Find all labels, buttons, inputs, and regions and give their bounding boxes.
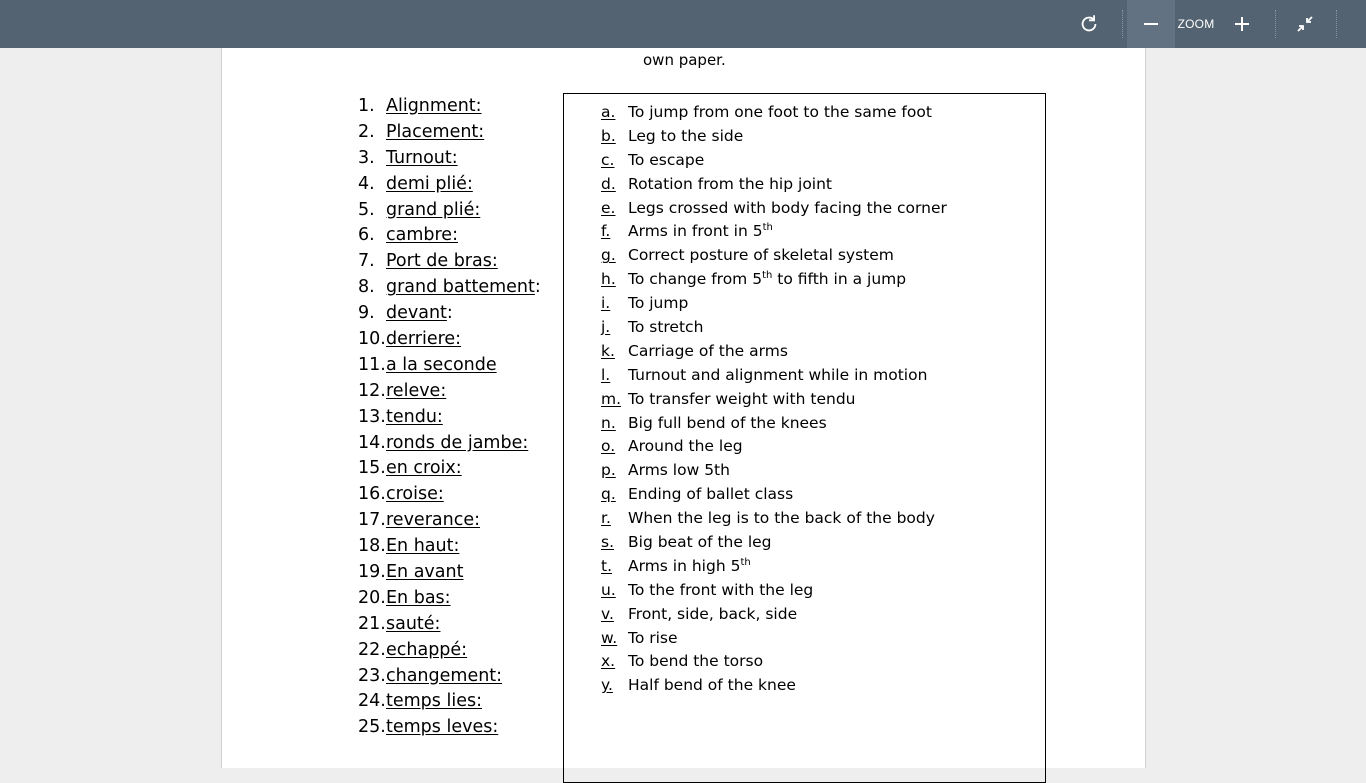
definition-text: Big full bend of the knees <box>628 413 827 432</box>
definition-letter: h. <box>601 270 616 289</box>
definition-text: Front, side, back, side <box>628 604 798 623</box>
definition-letter: i. <box>601 294 611 313</box>
term-item <box>358 611 541 637</box>
term-item <box>358 300 541 326</box>
term-number: 11. <box>358 354 386 375</box>
definition-letter: y. <box>601 676 613 695</box>
term-item <box>358 326 541 352</box>
minus-icon <box>1143 16 1159 32</box>
definition-item <box>601 315 947 339</box>
definition-text: To bend the torso <box>628 652 764 671</box>
term-text: cambre: <box>386 225 458 246</box>
definition-text: Legs crossed with body facing the corner <box>628 198 947 217</box>
definition-letter: o. <box>601 437 616 456</box>
definition-item <box>601 673 947 697</box>
definition-item <box>601 530 947 554</box>
term-item <box>358 119 541 145</box>
term-item <box>358 533 541 559</box>
term-tail: : <box>446 303 453 324</box>
definition-item <box>601 458 947 482</box>
definitions-list <box>601 100 947 697</box>
definition-text: Half bend of the knee <box>628 676 796 695</box>
definitions-box <box>563 93 1046 783</box>
definition-letter: d. <box>601 174 616 193</box>
definition-letter: a. <box>601 102 616 121</box>
definition-item <box>601 100 947 124</box>
rotate-icon <box>1078 13 1100 35</box>
definition-item <box>601 387 947 411</box>
term-number: 3. <box>358 147 375 168</box>
term-text: En bas: <box>386 587 451 608</box>
term-text: reverance: <box>386 510 480 531</box>
term-text: Turnout: <box>386 147 458 168</box>
definition-letter: q. <box>601 485 616 504</box>
definition-letter: e. <box>601 198 616 217</box>
term-text: grand plié: <box>386 199 481 220</box>
definition-letter: j. <box>601 317 611 336</box>
term-item <box>358 352 541 378</box>
term-text: ronds de jambe: <box>386 432 529 453</box>
definition-item <box>601 267 947 291</box>
definition-letter: m. <box>601 389 622 408</box>
definition-item <box>601 124 947 148</box>
term-item <box>358 688 541 714</box>
definition-text: Arms in front in 5th <box>628 222 773 241</box>
term-number: 14. <box>358 432 386 453</box>
definition-letter: w. <box>601 628 618 647</box>
term-item <box>358 93 541 119</box>
term-item <box>358 171 541 197</box>
definition-letter: c. <box>601 150 615 169</box>
definition-text: Leg to the side <box>628 126 744 145</box>
term-number: 2. <box>358 121 375 142</box>
definition-text: Ending of ballet class <box>628 485 794 504</box>
instruction-text: own paper. <box>643 51 726 69</box>
definition-item <box>601 482 947 506</box>
term-item <box>358 663 541 689</box>
definition-item <box>601 434 947 458</box>
collapse-icon <box>1296 15 1314 33</box>
definition-superscript: th <box>762 222 773 234</box>
term-number: 21. <box>358 613 386 634</box>
terms-list <box>358 93 541 740</box>
definition-item <box>601 602 947 626</box>
zoom-in-button[interactable] <box>1218 0 1266 48</box>
definition-letter: u. <box>601 580 616 599</box>
toolbar-separator <box>1275 10 1276 38</box>
term-item <box>358 430 541 456</box>
definition-letter: r. <box>601 509 611 528</box>
definition-text: Big beat of the leg <box>628 532 772 551</box>
term-item <box>358 404 541 430</box>
term-text: Port de bras: <box>386 251 498 272</box>
term-number: 6. <box>358 225 375 246</box>
zoom-out-button[interactable] <box>1127 0 1175 48</box>
definition-letter: n. <box>601 413 616 432</box>
definition-item <box>601 363 947 387</box>
toolbar-separator <box>1122 10 1123 38</box>
term-tail: : <box>534 277 541 298</box>
term-item <box>358 507 541 533</box>
term-text: devant <box>386 303 447 324</box>
term-text: en croix: <box>386 458 462 479</box>
term-text: sauté: <box>386 613 441 634</box>
rotate-button[interactable] <box>1065 0 1113 48</box>
zoom-label: ZOOM <box>1177 17 1215 31</box>
term-text: demi plié: <box>386 173 473 194</box>
viewer-toolbar <box>0 0 1366 48</box>
term-text: tendu: <box>386 406 443 427</box>
definition-text: To rise <box>628 628 678 647</box>
definition-text: Turnout and alignment while in motion <box>628 365 928 384</box>
definition-letter: p. <box>601 461 616 480</box>
term-number: 9. <box>358 303 375 324</box>
definition-item <box>601 554 947 578</box>
term-number: 25. <box>358 717 386 738</box>
term-item <box>358 222 541 248</box>
term-number: 23. <box>358 665 386 686</box>
definition-superscript: th <box>740 556 751 568</box>
term-number: 22. <box>358 639 386 660</box>
definition-letter: l. <box>601 365 611 384</box>
definition-item <box>601 339 947 363</box>
definition-text: To the front with the leg <box>628 580 814 599</box>
term-text: En haut: <box>386 536 460 557</box>
definition-text: Arms low 5th <box>628 461 730 480</box>
definition-text: To escape <box>628 150 705 169</box>
term-text: grand battement <box>386 277 535 298</box>
term-text: En avant <box>386 561 464 582</box>
definition-text: To jump from one foot to the same foot <box>628 102 932 121</box>
term-text: a la seconde <box>386 354 497 375</box>
definition-item <box>601 243 947 267</box>
definition-text: When the leg is to the back of the body <box>628 509 935 528</box>
definition-text: Correct posture of skeletal system <box>628 246 894 265</box>
term-text: Alignment: <box>386 95 482 116</box>
definition-item <box>601 172 947 196</box>
definition-letter: g. <box>601 246 616 265</box>
term-number: 13. <box>358 406 386 427</box>
term-item <box>358 378 541 404</box>
definition-text: To jump <box>628 294 689 313</box>
definition-letter: b. <box>601 126 616 145</box>
term-number: 7. <box>358 251 375 272</box>
term-text: releve: <box>386 380 447 401</box>
term-item <box>358 714 541 740</box>
term-number: 18. <box>358 536 386 557</box>
definition-text: Rotation from the hip joint <box>628 174 833 193</box>
definition-text: Around the leg <box>628 437 743 456</box>
term-number: 12. <box>358 380 386 401</box>
definition-item <box>601 411 947 435</box>
definition-item <box>601 219 947 243</box>
definition-letter: s. <box>601 532 615 551</box>
term-text: echappé: <box>386 639 468 660</box>
definition-letter: t. <box>601 556 613 575</box>
definition-superscript: th <box>762 270 773 282</box>
definition-item <box>601 578 947 602</box>
definition-letter: x. <box>601 652 616 671</box>
term-number: 8. <box>358 277 375 298</box>
term-number: 16. <box>358 484 386 505</box>
definition-item <box>601 148 947 172</box>
term-text: temps lies: <box>386 691 482 712</box>
definition-item <box>601 196 947 220</box>
term-number: 19. <box>358 561 386 582</box>
term-number: 1. <box>358 95 375 116</box>
term-number: 15. <box>358 458 386 479</box>
toolbar-separator <box>1336 10 1337 38</box>
definition-item <box>601 649 947 673</box>
term-item <box>358 455 541 481</box>
term-number: 17. <box>358 510 386 531</box>
term-text: Placement: <box>386 121 485 142</box>
term-text: changement: <box>386 665 503 686</box>
term-item <box>358 248 541 274</box>
term-text: temps leves: <box>386 717 499 738</box>
definition-text: Arms in high 5th <box>628 556 751 575</box>
term-item <box>358 197 541 223</box>
term-number: 4. <box>358 173 375 194</box>
definition-letter: v. <box>601 604 614 623</box>
definition-letter: f. <box>601 222 611 241</box>
document-page <box>221 48 1146 768</box>
definition-text: To stretch <box>628 317 704 336</box>
term-item <box>358 637 541 663</box>
term-item <box>358 274 541 300</box>
plus-icon <box>1234 16 1250 32</box>
term-item <box>358 559 541 585</box>
exit-fullscreen-button[interactable] <box>1281 0 1329 48</box>
term-text: croise: <box>386 484 444 505</box>
definition-text: To transfer weight with tendu <box>628 389 856 408</box>
term-number: 24. <box>358 691 386 712</box>
term-item <box>358 481 541 507</box>
definition-letter: k. <box>601 341 615 360</box>
term-number: 20. <box>358 587 386 608</box>
term-number: 5. <box>358 199 375 220</box>
definition-text: To change from 5th to fifth in a jump <box>628 270 907 289</box>
term-text: derriere: <box>386 328 462 349</box>
term-number: 10. <box>358 328 386 349</box>
definition-item <box>601 291 947 315</box>
definition-item <box>601 506 947 530</box>
definition-item <box>601 626 947 650</box>
term-item <box>358 585 541 611</box>
term-item <box>358 145 541 171</box>
definition-text: Carriage of the arms <box>628 341 788 360</box>
